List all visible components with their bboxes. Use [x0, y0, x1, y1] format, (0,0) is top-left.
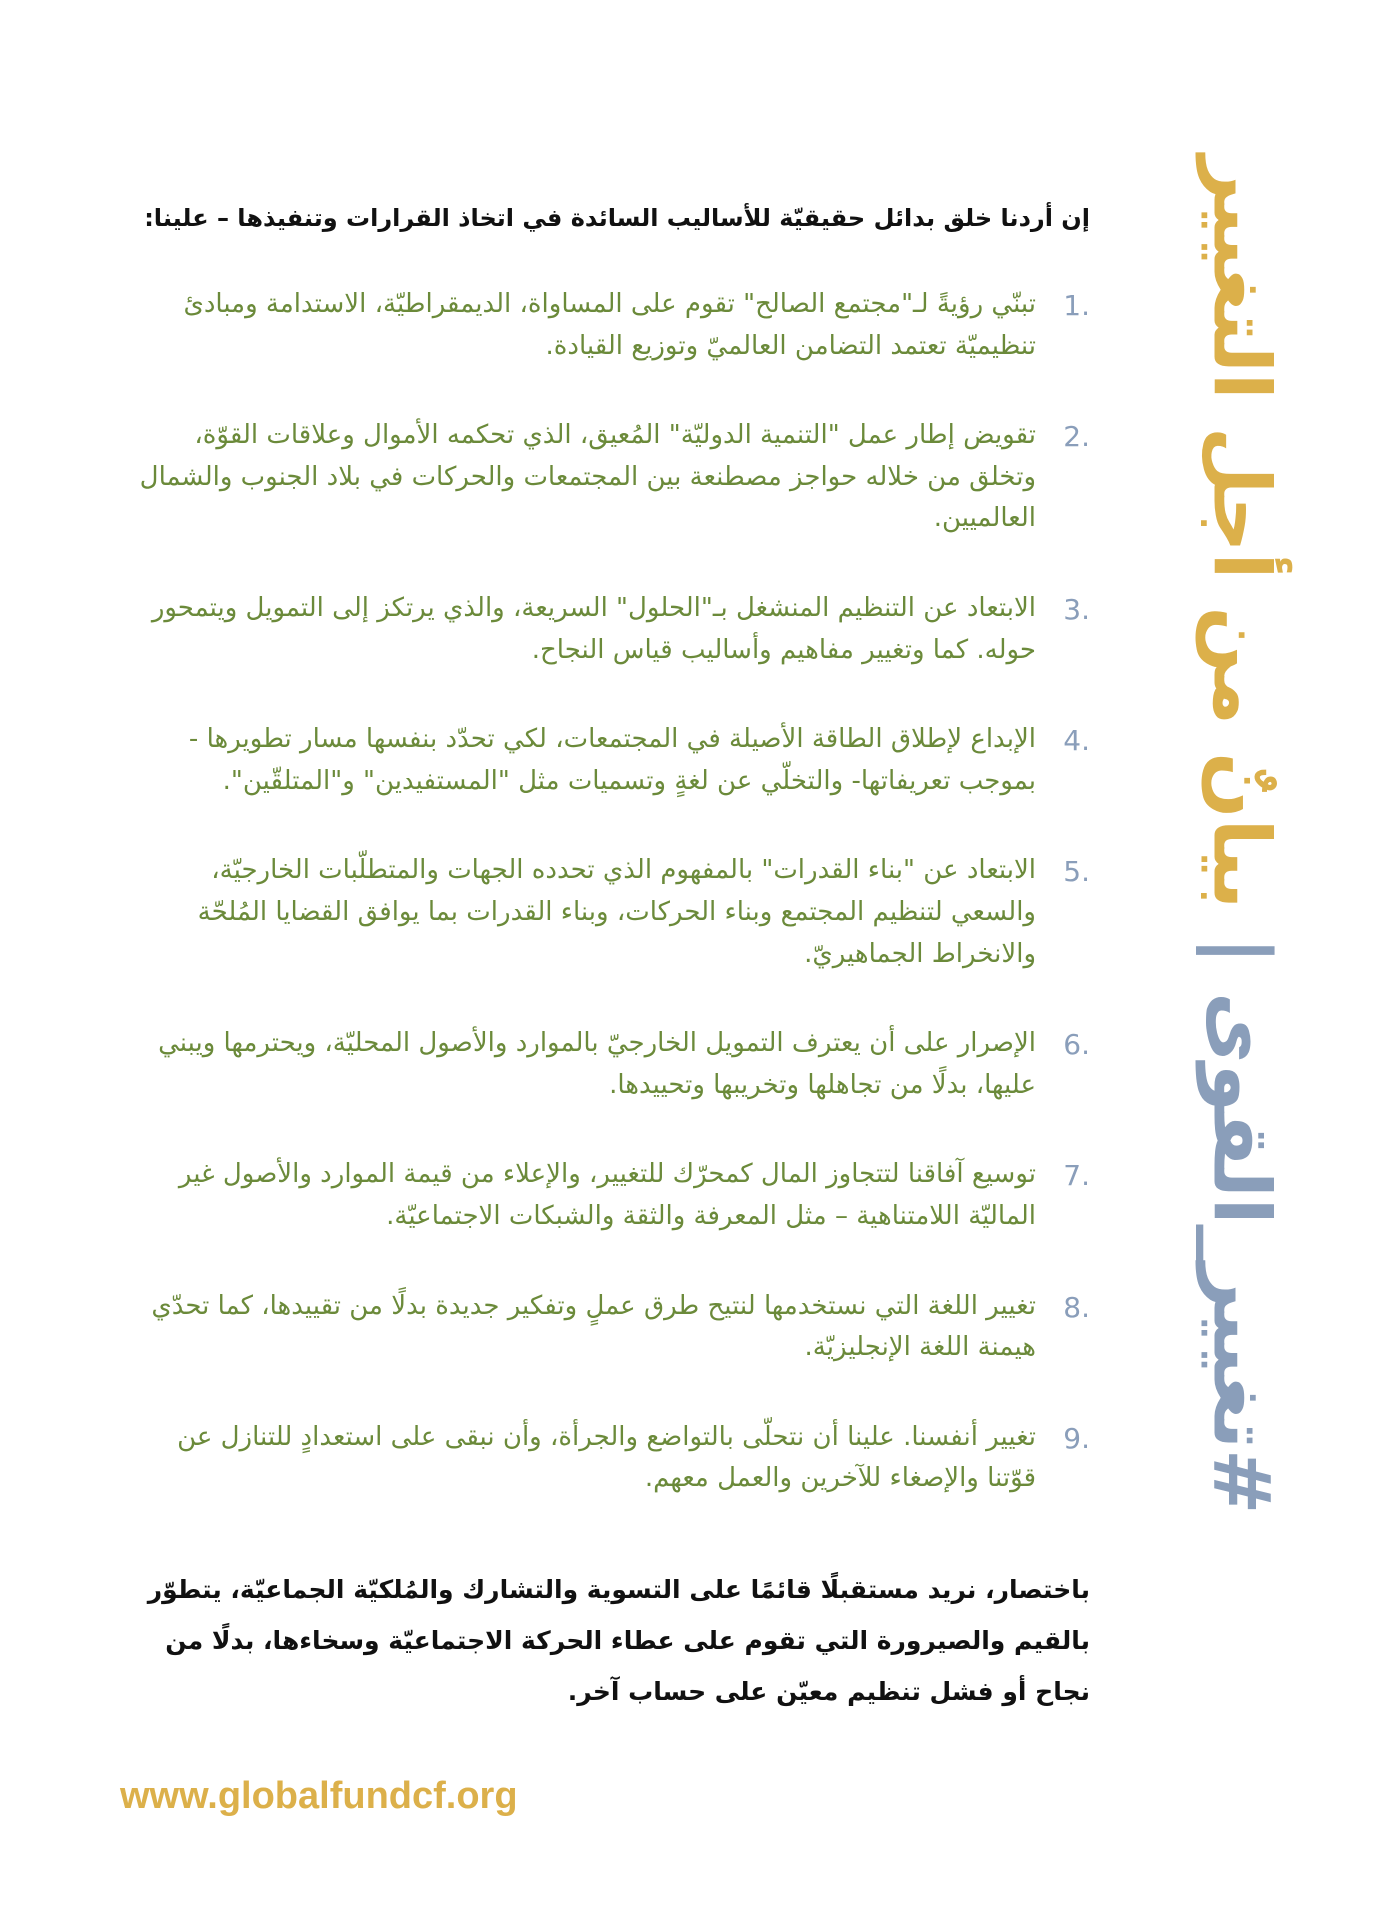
list-item	[120, 850, 1090, 975]
hashtag-title: #تغيير_القوى	[1195, 991, 1286, 1515]
item-number: 5.	[1063, 855, 1090, 889]
item-text: الإصرار على أن يعترف التمويل الخارجيّ بالموارد والأصول المحليّة، ويحترمها ويبني عليها، بدلًا من تجاهلها وتخريبها وتحييدها.	[158, 1028, 1036, 1100]
item-number: 3.	[1063, 592, 1090, 626]
item-text: تغيير اللغة التي نستخدمها لنتيح طرق عملٍ وتفكير جديدة بدلًا من تقييدها، كما تحدّي هيمنة اللغة الإنجليزيّة.	[151, 1290, 1036, 1363]
vertical-title	[1175, 155, 1305, 1515]
list-item	[120, 284, 1090, 367]
intro-text: إن أردنا خلق بدائل حقيقيّة للأساليب السائدة في اتخاذ القرارات وتنفيذها – علينا:	[144, 204, 1090, 232]
item-number: 1.	[1063, 289, 1090, 322]
item-text: توسيع آفاقنا لتتجاوز المال كمحرّك للتغيير، والإعلاء من قيمة الموارد والأصول غير الماليّة اللامتناهية – مثل المعرفة والثقة والشبكات الاجتماعيّة.	[178, 1159, 1036, 1231]
list-item	[120, 1154, 1090, 1237]
title-separator: |	[1195, 936, 1286, 965]
list-item	[120, 719, 1090, 802]
item-text: الإبداع لإطلاق الطاقة الأصيلة في المجتمعات، لكي تحدّد بنفسها مسار تطويرها - بموجب تعريفاتها- والتخلّي عن لغةٍ وتسميات مثل "المستفيدين" و"المتلقّين".	[188, 724, 1036, 796]
item-number: 2.	[1063, 420, 1090, 454]
vertical-title-text	[1195, 155, 1286, 1515]
item-text: تقويض إطار عمل "التنمية الدوليّة" المُعيق، الذي تحكمه الأموال وعلاقات القوّة، وتخلق من خلاله حواجز مصطنعة بين المجتمعات والحركات في بلاد الجنوب والشمال العالميين.	[139, 420, 1036, 534]
list-item	[120, 1023, 1090, 1106]
item-number: 9.	[1063, 1421, 1090, 1455]
item-number: 8.	[1063, 1290, 1090, 1324]
list-item	[120, 1417, 1090, 1500]
item-number: 7.	[1063, 1159, 1090, 1193]
list-item	[120, 588, 1090, 671]
item-number: 6.	[1063, 1028, 1090, 1062]
item-text: الابتعاد عن التنظيم المنشغل بـ"الحلول" السريعة، والذي يرتكز إلى التمويل ويتمحور حوله. كما وتغيير مفاهيم وأساليب قياس النجاح.	[151, 592, 1036, 665]
summary-text: باختصار، نريد مستقبلًا قائمًا على التسوية والتشارك والمُلكيّة الجماعيّة، يتطوّر بالقيم والصيرورة التي تقوم على عطاء الحركة الاجتماعيّة وسخاءها، بدلًا من نجاح أو فشل تنظيم معيّن على حساب آخر.	[147, 1574, 1090, 1707]
item-number: 4.	[1063, 724, 1090, 758]
main-content	[120, 200, 1090, 1743]
item-text: الابتعاد عن "بناء القدرات" بالمفهوم الذي تحدده الجهات والمتطلّبات الخارجيّة، والسعي لتنظيم المجتمع وبناء الحركات، وبناء القدرات بما يوافق القضايا المُلحّة والانخراط الجماهيريّ.	[197, 855, 1036, 969]
manifesto-list	[120, 284, 1090, 1500]
list-item	[120, 415, 1090, 540]
website-link[interactable]: www.globalfundcf.org	[120, 1775, 518, 1817]
manifesto-title: بيانٌ من أجل التغيير	[1195, 155, 1286, 910]
list-item	[120, 1286, 1090, 1369]
item-text: تغيير أنفسنا. علينا أن نتحلّى بالتواضع والجرأة، وأن نبقى على استعدادٍ للتنازل عن قوّتنا والإصغاء للآخرين والعمل معهم.	[177, 1421, 1036, 1494]
item-text: تبنّي رؤيةً لـ"مجتمع الصالح" تقوم على المساواة، الديمقراطيّة، الاستدامة ومبادئ تنظيميّة تعتمد التضامن العالميّ وتوزيع القيادة.	[183, 289, 1036, 361]
